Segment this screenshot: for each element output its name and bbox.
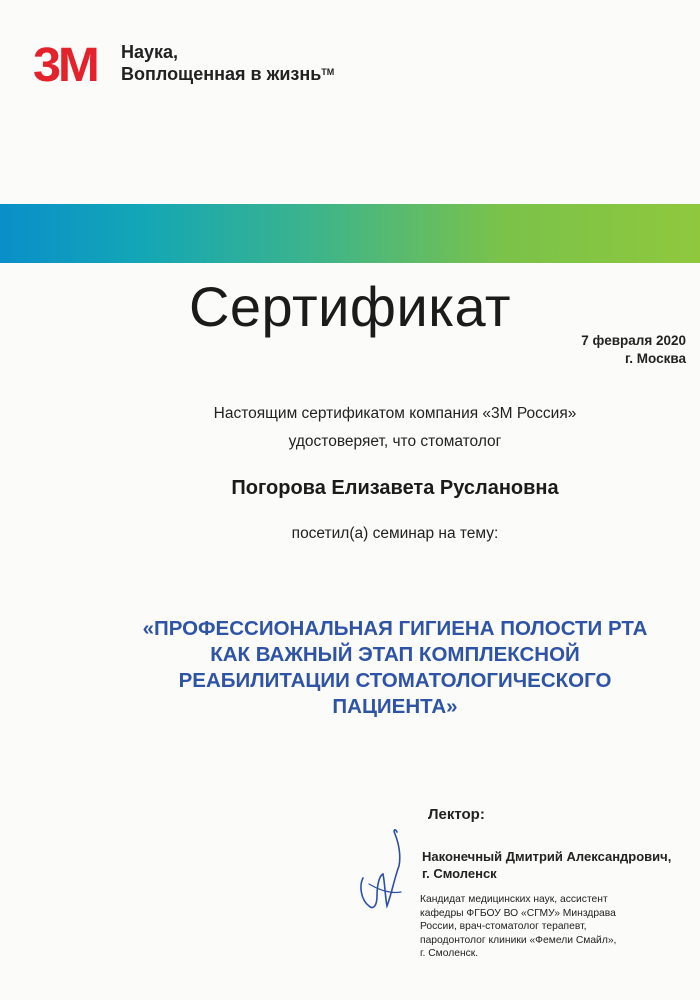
issue-city: г. Москва xyxy=(625,351,686,366)
date-block xyxy=(581,332,686,368)
intro-text xyxy=(0,400,700,456)
recipient-name: Погорова Елизавета Руслановна xyxy=(231,477,559,499)
signature-image xyxy=(355,826,415,916)
topic-line4: ПАЦИЕНТА» xyxy=(332,695,458,718)
topic-line3: РЕАБИЛИТАЦИИ СТОМАТОЛОГИЧЕСКОГО xyxy=(178,669,612,692)
topic-line2: КАК ВАЖНЫЙ ЭТАП КОМПЛЕКСНОЙ xyxy=(210,643,580,666)
lector-credentials xyxy=(420,893,665,961)
topic-line1: «ПРОФЕССИОНАЛЬНАЯ ГИГИЕНА ПОЛОСТИ РТА xyxy=(142,617,648,640)
attended-text: посетил(а) семинар на тему: xyxy=(291,525,499,542)
lector-name-line1: Наконечный Дмитрий Александрович, xyxy=(422,849,672,864)
intro-line2: удостоверяет, что стоматолог xyxy=(288,433,502,450)
gradient-band xyxy=(0,204,700,263)
creds-line1: Кандидат медицинских наук, ассистент xyxy=(420,894,608,905)
seminar-topic xyxy=(95,616,695,720)
lector-label: Лектор: xyxy=(428,806,485,823)
creds-line4: пародонтолог клиники «Фемели Смайл», xyxy=(420,934,617,946)
logo-3m-mark: 3M xyxy=(33,39,97,92)
lector-name-line2: г. Смоленск xyxy=(422,866,497,881)
certificate-title: Сертификат xyxy=(188,275,512,338)
tagline-line1: Наука, xyxy=(121,42,179,62)
creds-line3: России, врач-стоматолог терапевт, xyxy=(420,921,587,932)
issue-date: 7 февраля 2020 xyxy=(581,333,686,348)
creds-line2: кафедры ФГБОУ ВО «СГМУ» Минздрава xyxy=(420,907,616,919)
tagline xyxy=(121,41,334,85)
lector-name xyxy=(422,848,671,882)
intro-line1: Настоящим сертификатом компания «3М Россия» xyxy=(213,405,577,422)
trademark-mark: TM xyxy=(321,67,335,77)
tagline-line2: Воплощенная в жизнь™ xyxy=(121,64,335,84)
creds-line5: г. Смоленск. xyxy=(420,948,479,959)
